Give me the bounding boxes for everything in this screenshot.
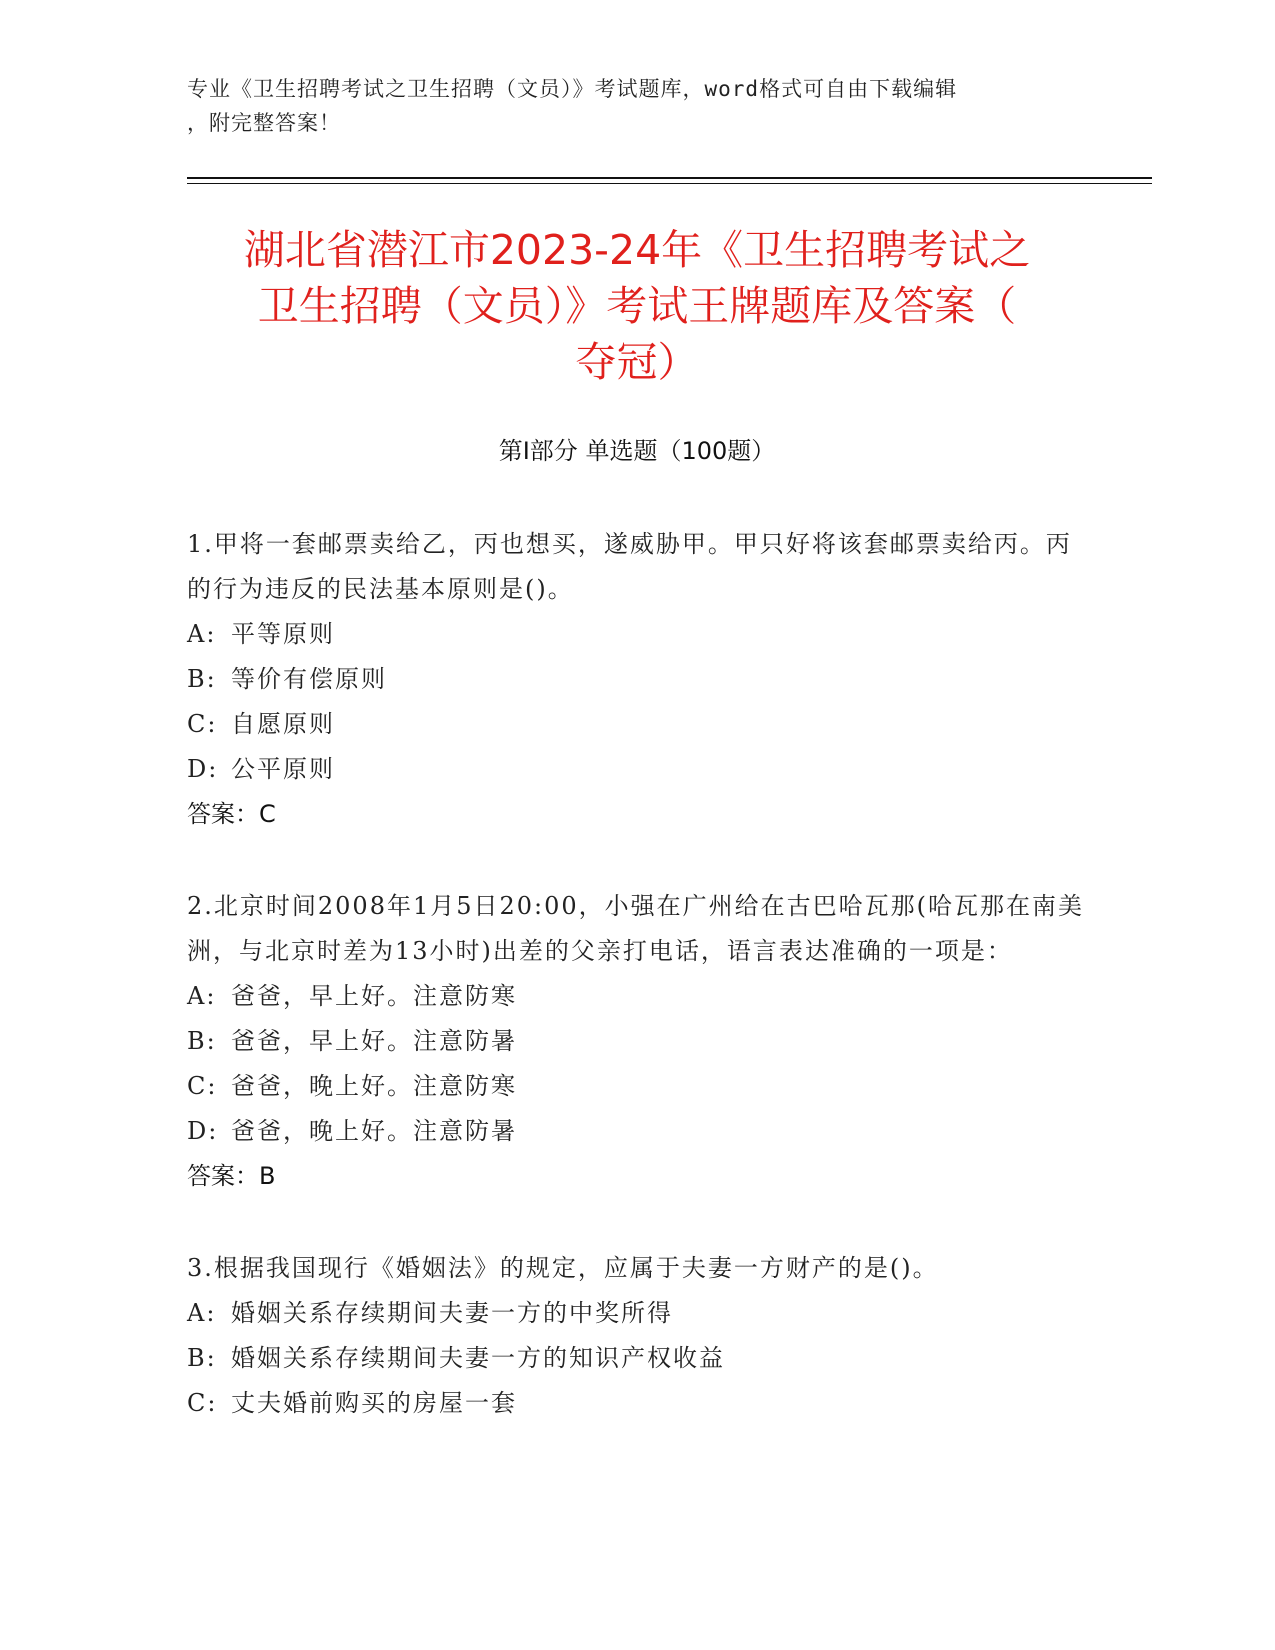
- option-text: 自愿原则: [231, 710, 335, 738]
- option-b: [187, 657, 1087, 702]
- title-line-3: 夺冠）: [575, 338, 699, 386]
- question-list: [187, 522, 1087, 1473]
- question-2: [187, 884, 1087, 1199]
- option-c: [187, 702, 1087, 747]
- question-stem: 3.根据我国现行《婚姻法》的规定，应属于夫妻一方财产的是()。: [187, 1254, 939, 1282]
- option-text: 丈夫婚前购买的房屋一套: [231, 1389, 517, 1417]
- option-text: 爸爸，晚上好。注意防寒: [231, 1072, 517, 1100]
- header-rule-thick: [187, 177, 1152, 179]
- option-letter: B:: [187, 1344, 217, 1372]
- option-text: 婚姻关系存续期间夫妻一方的知识产权收益: [231, 1344, 725, 1372]
- header-note-line-1: 专业《卫生招聘考试之卫生招聘（文员）》考试题库，word格式可自由下载编辑: [187, 77, 958, 101]
- option-c: [187, 1381, 1087, 1426]
- option-text: 平等原则: [231, 620, 335, 648]
- option-letter: B:: [187, 1027, 217, 1055]
- answer-line: 答案：B: [187, 1162, 276, 1190]
- option-c: [187, 1064, 1087, 1109]
- option-letter: A:: [187, 620, 217, 648]
- option-text: 爸爸，晚上好。注意防暑: [231, 1117, 517, 1145]
- question-stem: 2.北京时间2008年1月5日20:00，小强在广州给在古巴哈瓦那(哈瓦那在南美洲，与北京时差为13小时)出差的父亲打电话，语言表达准确的一项是：: [187, 892, 1085, 965]
- option-letter: D:: [187, 1117, 219, 1145]
- option-text: 婚姻关系存续期间夫妻一方的中奖所得: [231, 1299, 673, 1327]
- title-line-1: 湖北省潜江市2023-24年《卫生招聘考试之: [243, 226, 1031, 274]
- option-text: 等价有偿原则: [231, 665, 387, 693]
- option-letter: A:: [187, 1299, 217, 1327]
- question-stem: 1.甲将一套邮票卖给乙，丙也想买，遂威胁甲。甲只好将该套邮票卖给丙。丙的行为违反的民法基本原则是()。: [187, 530, 1072, 603]
- option-letter: C:: [187, 710, 218, 738]
- option-text: 公平原则: [231, 755, 335, 783]
- option-letter: C:: [187, 1072, 218, 1100]
- option-text: 爸爸，早上好。注意防暑: [231, 1027, 517, 1055]
- answer-line: 答案：C: [187, 800, 276, 828]
- question-1: [187, 522, 1087, 837]
- option-b: [187, 1336, 1087, 1381]
- option-letter: B:: [187, 665, 217, 693]
- section-heading: 第Ⅰ部分 单选题（100题）: [498, 437, 776, 465]
- header-rule-thin: [187, 183, 1152, 184]
- option-d: [187, 747, 1087, 792]
- header-note-line-2: ，附完整答案！: [187, 111, 341, 135]
- question-3: [187, 1246, 1087, 1426]
- option-text: 爸爸，早上好。注意防寒: [231, 982, 517, 1010]
- option-d: [187, 1109, 1087, 1154]
- document-title: [187, 222, 1087, 390]
- header-note: [187, 72, 1087, 140]
- option-a: [187, 974, 1087, 1019]
- option-a: [187, 1291, 1087, 1336]
- option-letter: C:: [187, 1389, 218, 1417]
- title-line-2: 卫生招聘（文员）》考试王牌题库及答案（: [257, 282, 1017, 330]
- option-letter: A:: [187, 982, 217, 1010]
- option-a: [187, 612, 1087, 657]
- option-letter: D:: [187, 755, 219, 783]
- option-b: [187, 1019, 1087, 1064]
